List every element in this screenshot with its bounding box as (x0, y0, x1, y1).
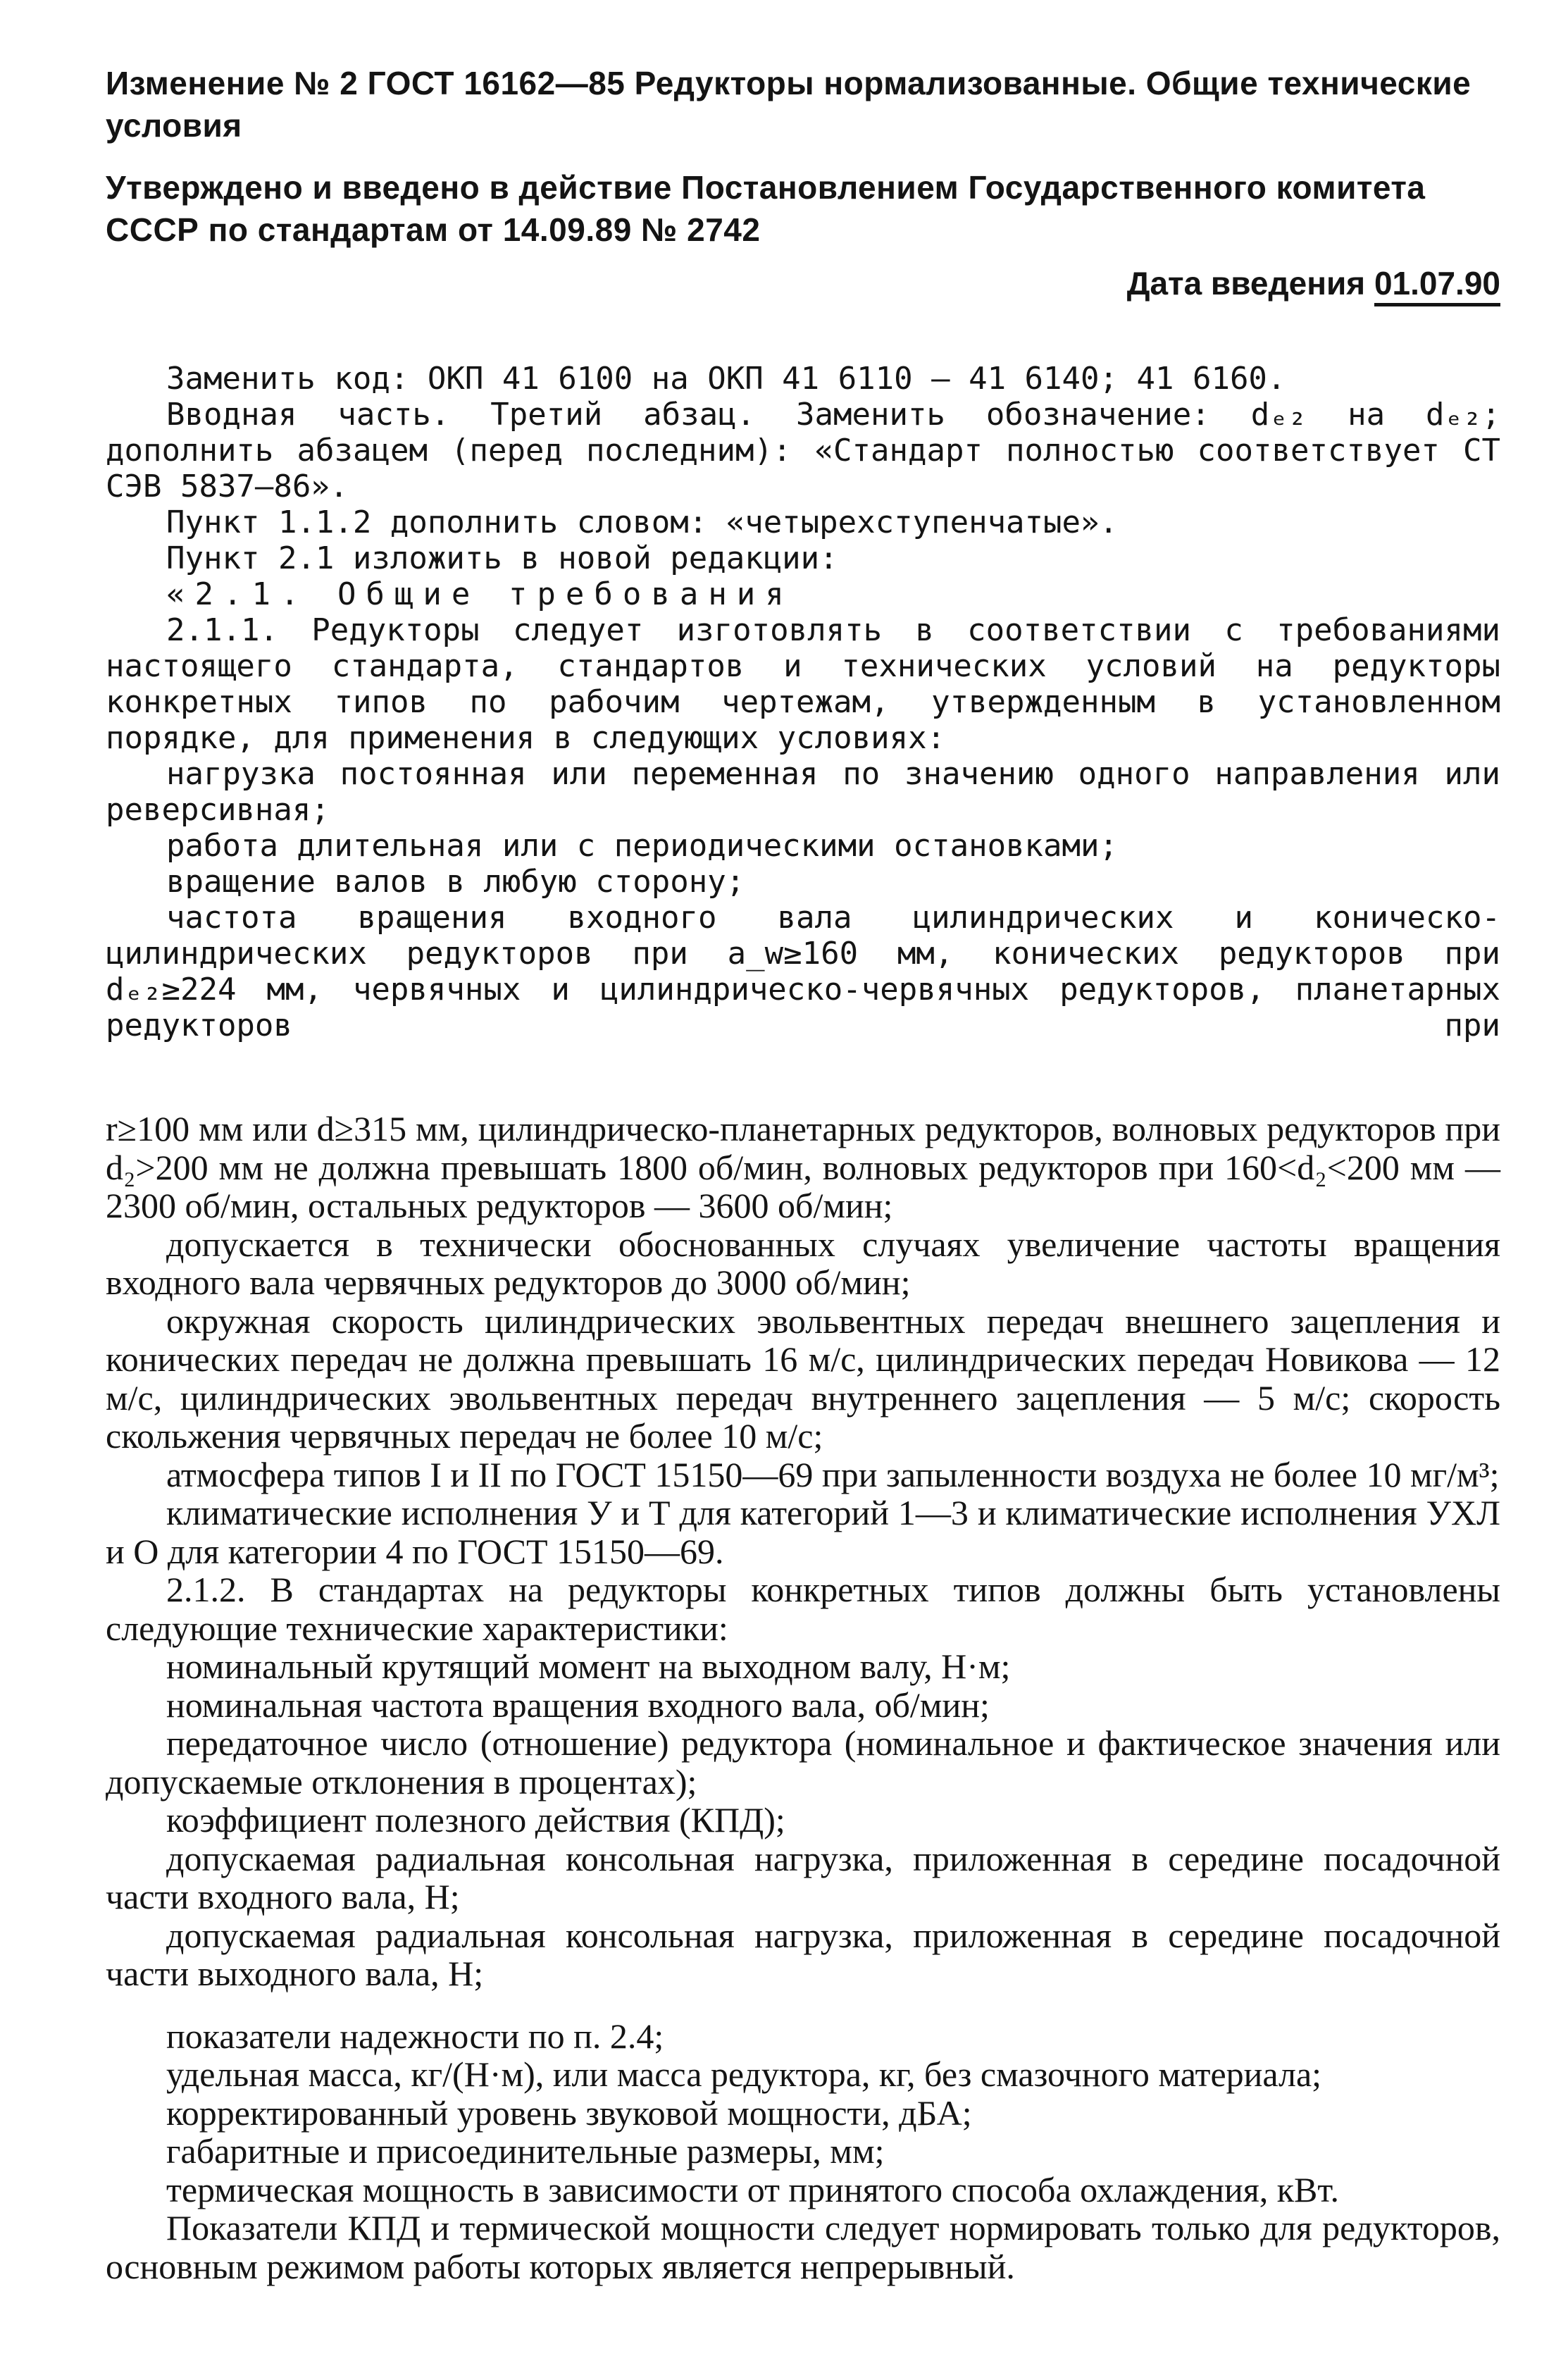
list-item-atmosphere: атмосфера типов I и II по ГОСТ 15150—69 при запыленности воздуха не более 10 мг/м³; (166, 1454, 1500, 1494)
effective-date-label: Дата введения (1126, 265, 1366, 302)
list-item-sound-power: корректированный уровень звуковой мощности, дБА; (166, 2092, 972, 2133)
section-bottom (106, 1110, 1500, 2286)
paragraph-code-replace: Заменить код: ОКП 41 6100 на ОКП 41 6110 — 41 6140; 41 6160. (166, 361, 1286, 397)
amendment-title: Изменение № 2 ГОСТ 16162—85 Редукторы нормализованные. Общие технические условия (106, 65, 1471, 144)
list-item-climatic: климатические исполнения У и Т для категорий 1—3 и климатические исполнения УХЛ и О для категории 4 по ГОСТ 15150—69. (106, 1493, 1500, 1571)
paragraph-clause-2-1: Пункт 2.1 изложить в новой редакции: (166, 540, 838, 576)
section-heading-general-requirements: «2.1. Общие требования (166, 576, 794, 612)
paragraph-clause-1-1-2: Пункт 1.1.2 дополнить словом: «четырехступенчатые». (166, 504, 1119, 540)
list-item-mass: удельная масса, кг/(Н·м), или масса редуктора, кг, без смазочного материала; (166, 2054, 1322, 2094)
paragraph-clause-2-1-1: 2.1.1. Редукторы следует изготовлять в соответствии с требованиями настоящего стандарта, стандартов и технических условий на редукторы конкретных типов по рабочим чертежам, утвержденным в установленном порядке, для применения в следующих условиях: (106, 612, 1500, 756)
list-item-torque: номинальный крутящий момент на выходном валу, Н·м; (166, 1647, 1011, 1686)
list-item-reliability: показатели надежности по п. 2.4; (166, 2016, 664, 2056)
document-page (106, 62, 1500, 2286)
list-item-efficiency: коэффициент полезного действия (КПД); (166, 1800, 785, 1840)
list-item-input-radial-load: допускаемая радиальная консольная нагрузка, приложенная в середине посадочной части входного вала, Н; (106, 1838, 1500, 1916)
list-item-speed-continued: r≥100 мм или d≥315 мм, цилиндрическо-планетарных редукторов, волновых редукторов при d₂>200 мм не должна превышать 1800 об/мин, волновых редукторов при 160<d₂<200 мм — 2300 об/мин, остальных редукторов — 3600 об/мин; (106, 1109, 1500, 1225)
list-item-speed-start: частота вращения входного вала цилиндрических и коническо-цилиндрических редукторов при a_w≥160 мм, конических редукторов при dₑ₂≥224 мм, червячных и цилиндрическо-червячных редукторов, планетарных редукторов при (106, 900, 1500, 1043)
list-item-load: нагрузка постоянная или переменная по значению одного направления или реверсивная; (106, 756, 1500, 828)
list-item-circumferential-speed: окружная скорость цилиндрических эвольвентных передач внешнего зацепления и конических передач не должна превышать 16 м/с, цилиндрических передач Новикова — 12 м/с, цилиндрических эвольвентных передач внутреннего зацепления — 5 м/с; скорость скольжения червячных передач не более 10 м/с; (106, 1301, 1500, 1456)
list-item-dimensions: габаритные и присоединительные размеры, мм; (166, 2131, 885, 2171)
paragraph-continuous-mode: Показатели КПД и термической мощности следует нормировать только для редукторов, основным режимом работы которых является непрерывный. (106, 2208, 1500, 2286)
list-item-speed-increase: допускается в технически обоснованных случаях увеличение частоты вращения входного вала червячных редукторов до 3000 об/мин; (106, 1224, 1500, 1302)
paragraph-clause-2-1-2: 2.1.2. В стандартах на редукторы конкретных типов должны быть установлены следующие технические характеристики: (106, 1570, 1500, 1648)
approval-statement: Утверждено и введено в действие Постановлением Государственного комитета СССР по стандартам от 14.09.89 № 2742 (106, 169, 1426, 248)
list-item-rotation: вращение валов в любую сторону; (166, 864, 745, 900)
list-item-output-radial-load: допускаемая радиальная консольная нагрузка, приложенная в середине посадочной части выходного вала, Н; (106, 1915, 1500, 1993)
list-item-gear-ratio: передаточное число (отношение) редуктора (номинальное и фактическое значения или допускаемые отклонения в процентах); (106, 1723, 1500, 1802)
list-item-operation: работа длительная или с периодическими остановками; (166, 828, 1119, 864)
effective-date (106, 262, 1500, 304)
list-item-thermal-power: термическая мощность в зависимости от принятого способа охлаждения, кВт. (166, 2169, 1339, 2209)
section-top (106, 361, 1500, 1043)
effective-date-value: 01.07.90 (1374, 265, 1500, 306)
list-item-input-speed: номинальная частота вращения входного вала, об/мин; (166, 1685, 990, 1725)
paragraph-intro-change: Вводная часть. Третий абзац. Заменить обозначение: dₑ₂ на dₑ₂; дополнить абзацем (перед последним): «Стандарт полностью соответствует СТ СЭВ 5837—86». (106, 397, 1500, 504)
